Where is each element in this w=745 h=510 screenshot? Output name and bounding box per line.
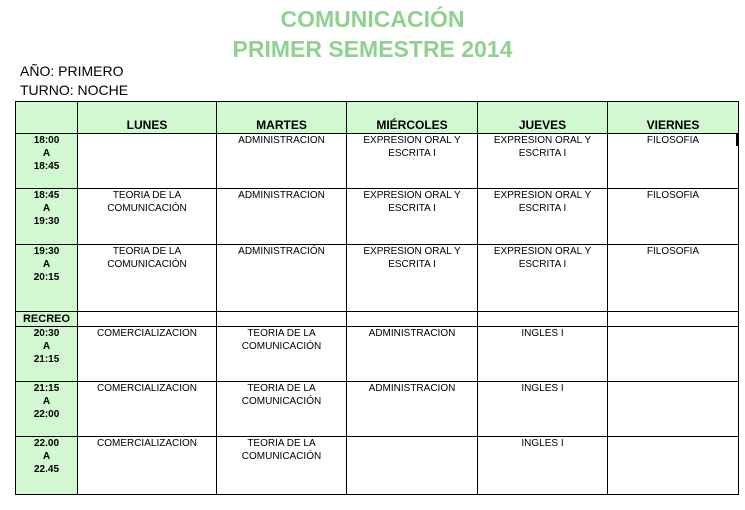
class-cell: FILOSOFIA <box>608 189 739 245</box>
class-cell: EXPRESION ORAL Y ESCRITA I <box>347 189 478 245</box>
time-slot: 18:00 A 18:45 <box>16 134 78 189</box>
class-cell <box>347 437 478 495</box>
class-cell: TEORIA DE LA COMUNICACIÓN <box>217 327 347 382</box>
time-slot: 22.00 A 22.45 <box>16 437 78 495</box>
class-cell: TEORIA DE LA COMUNICACIÓN <box>78 189 217 245</box>
table-row <box>16 245 739 312</box>
class-cell: EXPRESION ORAL Y ESCRITA I <box>478 189 608 245</box>
day-header-lunes: LUNES <box>78 102 217 134</box>
class-cell: TEORIA DE LA COMUNICACIÓN <box>78 245 217 312</box>
recess-cell <box>478 312 608 327</box>
class-cell: INGLES I <box>478 437 608 495</box>
time-slot: 21:15 A 22:00 <box>16 382 78 437</box>
class-cell <box>608 382 739 437</box>
time-slot: 19:30 A 20:15 <box>16 245 78 312</box>
class-cell: COMERCIALIZACION <box>78 437 217 495</box>
time-slot: 20:30 A 21:15 <box>16 327 78 382</box>
class-cell: FILOSOFIA <box>608 134 739 189</box>
class-cell: INGLES I <box>478 382 608 437</box>
class-cell <box>608 437 739 495</box>
border-tick-mark <box>736 133 738 146</box>
header-corner-cell <box>16 102 78 134</box>
recess-cell <box>217 312 347 327</box>
day-header-viernes: VIERNES <box>608 102 739 134</box>
recess-cell <box>78 312 217 327</box>
schedule-table <box>15 101 739 495</box>
class-cell: COMERCIALIZACION <box>78 327 217 382</box>
class-cell: TEORIA DE LA COMUNICACIÓN <box>217 437 347 495</box>
table-row <box>16 382 739 437</box>
recess-cell <box>347 312 478 327</box>
class-cell: ADMINISTRACION <box>217 134 347 189</box>
table-row <box>16 134 739 189</box>
class-cell: TEORIA DE LA COMUNICACIÓN <box>217 382 347 437</box>
page-title: COMUNICACIÓN <box>280 6 465 32</box>
class-cell <box>608 327 739 382</box>
table-row <box>16 437 739 495</box>
class-cell: ADMINISTRACION <box>217 189 347 245</box>
day-header-miercoles: MIÉRCOLES <box>347 102 478 134</box>
class-cell: EXPRESION ORAL Y ESCRITA I <box>347 245 478 312</box>
class-cell: ADMINISTRACIÓN <box>217 245 347 312</box>
table-row <box>16 189 739 245</box>
table-header-row <box>16 102 739 134</box>
shift-label: TURNO: NOCHE <box>20 82 129 98</box>
day-header-jueves: JUEVES <box>478 102 608 134</box>
class-cell: EXPRESION ORAL Y ESCRITA I <box>347 134 478 189</box>
day-header-martes: MARTES <box>217 102 347 134</box>
class-cell: FILOSOFIA <box>608 245 739 312</box>
class-cell: INGLES I <box>478 327 608 382</box>
recess-row <box>16 312 739 327</box>
table-row <box>16 327 739 382</box>
class-cell <box>78 134 217 189</box>
year-label: AÑO: PRIMERO <box>20 63 124 79</box>
class-cell: EXPRESION ORAL Y ESCRITA I <box>478 134 608 189</box>
class-cell: COMERCIALIZACION <box>78 382 217 437</box>
recess-cell <box>608 312 739 327</box>
class-cell: ADMINISTRACION <box>347 382 478 437</box>
time-slot: 18:45 A 19:30 <box>16 189 78 245</box>
class-cell: ADMINISTRACION <box>347 327 478 382</box>
page-subtitle: PRIMER SEMESTRE 2014 <box>232 36 513 62</box>
class-cell: EXPRESION ORAL Y ESCRITA I <box>478 245 608 312</box>
recess-label: RECREO <box>16 312 78 327</box>
